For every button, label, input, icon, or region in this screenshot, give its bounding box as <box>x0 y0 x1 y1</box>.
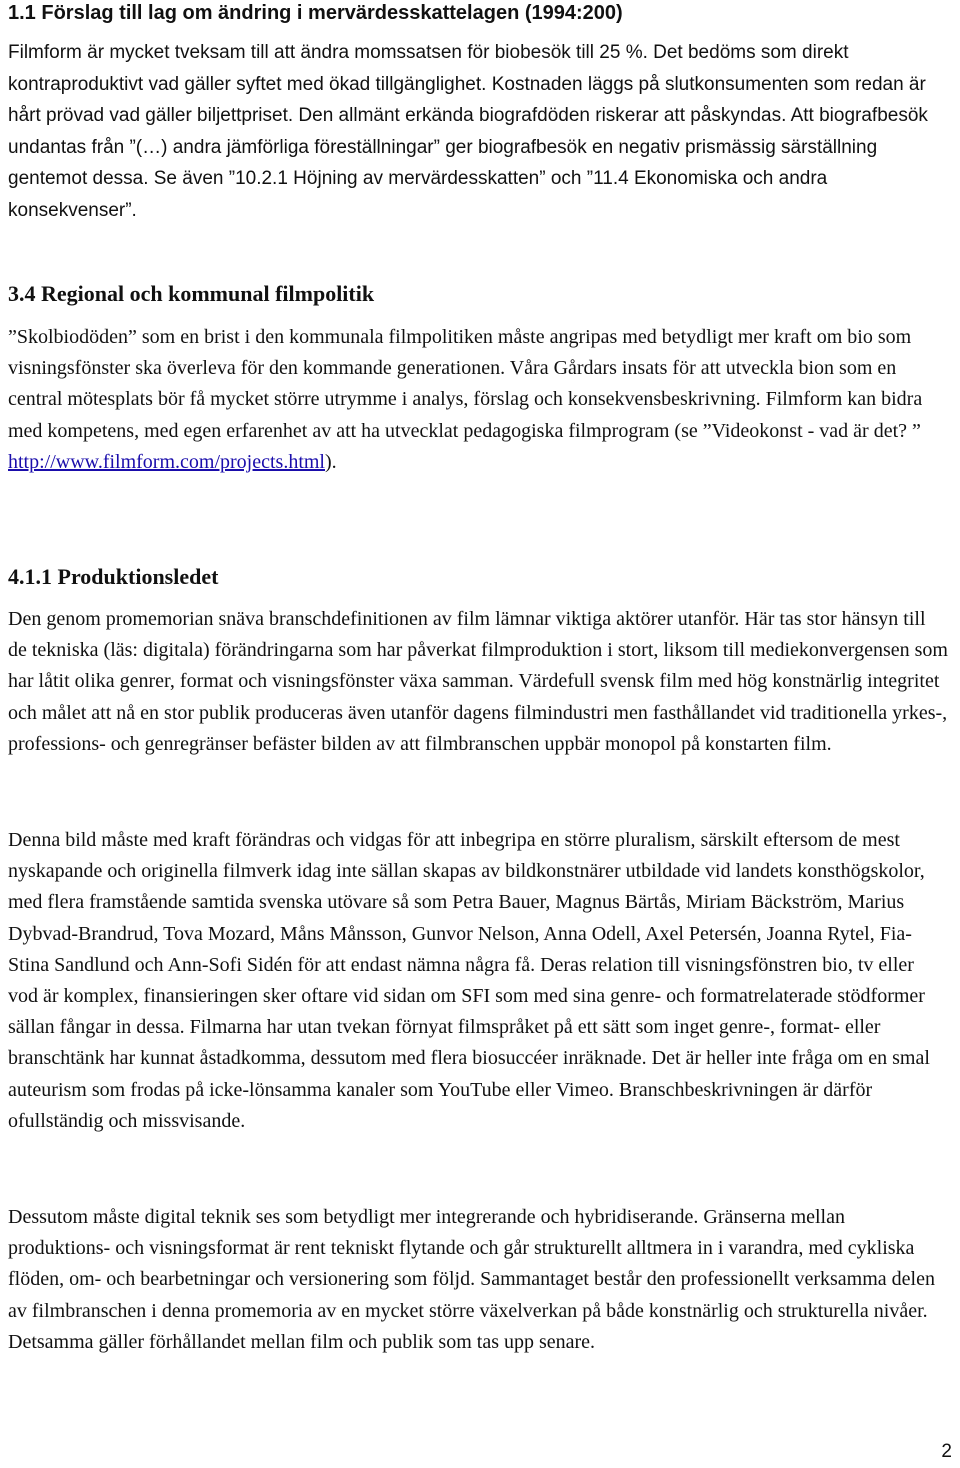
paragraph-produktionsledet-1: Den genom promemorian snäva branschdefinitionen av film lämnar viktiga aktörer utanför. Här tas stor hänsyn till de tekniska (läs: digitala) förändringarna som har påverkat filmproduktion i stort, liksom till mediekonvergensen som har låtit olika genrer, format och visningsfönster växa samman. Värdefull svensk film med hög konstnärlig integritet och målet att nå en stor publik produceras även utanför dagens filmindustri men fasthållandet vid traditionella yrkes-, professions- och genregränser befäster bilden av att filmbranschen uppbär monopol på konstarten film. <box>8 608 948 755</box>
paragraph-produktionsledet-3: Dessutom måste digital teknik ses som betydligt mer integrerande och hybridiserande. Gränserna mellan produktions- och visningsformat är rent tekniskt flytande och går strukturellt alltmera in i varandra, med cykliska flöden, om- och bearbetningar och versionering som följd. Sammantaget består den professionellt verksamma delen av filmbranschen i denna promemoria av en mycket större växelverkan på både konstnärlig och strukturella nivåer. Detsamma gäller förhållandet mellan film och publik som tas upp senare. <box>8 1206 935 1353</box>
filmform-projects-link[interactable]: http://www.filmform.com/projects.html <box>8 450 325 473</box>
section-heading-4-1-1: 4.1.1 Produktionsledet <box>8 564 219 589</box>
paragraph-end: ). <box>325 450 337 473</box>
paragraph-produktionsledet-2: Denna bild måste med kraft förändras och vidgas för att inbegripa en större pluralism, särskilt eftersom de mest nyskapande och originella filmverk idag inte sällan skapas av bildkonstnärer utbildade vid landets konsthögskolor, med flera framstående samtida svenska utövare så som Petra Bauer, Magnus Bärtås, Miriam Bäckström, Marius Dybvad-Brandrud, Tova Mozard, Måns Månsson, Gunvor Nelson, Anna Odell, Axel Petersén, Joanna Rytel, Fia-Stina Sandlund och Ann-Sofi Sidén för att endast nämna några få. Deras relation till visningsfönstren bio, tv eller vod är komplex, finansieringen sker oftare vid sidan om SFI som med sina genre- och formatrelaterade stödformer sällan fångar in dessa. Filmarna har utan tvekan förnyat filmspråket på ett sätt som inget genre-, format- eller branschtänk har kunnat åstadkomma, dessutom med flera biosuccéer inräknade. Det är heller inte fråga om en smal auteurism som frodas på icke-lönsamma kanaler som YouTube eller Vimeo. Branschbeskrivningen är därför ofullständig och missvisande. <box>8 829 930 1132</box>
section-heading-3-4: 3.4 Regional och kommunal filmpolitik <box>8 281 375 306</box>
paragraph-text: ”Skolbiodöden” som en brist i den kommunala filmpolitiken måste angripas med betydligt mer kraft om bio som visningsfönster ska överleva för den kommande generationen. Våra Gårdars insats för att utveckla bion som en central mötesplats bör få mycket större utrymme i analys, förslag och konsekvensbeskrivning. Filmform kan bidra med kompetens, med egen erfarenhet av att ha utvecklat pedagogiska filmprogram (se ”Videokonst - vad är det? ” <box>8 326 923 442</box>
page-number: 2 <box>941 1441 952 1462</box>
section-heading-1-1: 1.1 Förslag till lag om ändring i mervärdesskattelagen (1994:200) <box>8 2 623 24</box>
paragraph-moms: Filmform är mycket tveksam till att ändra momssatsen för biobesök till 25 %. Det bedöms som direkt kontraproduktivt vad gäller syftet med ökad tillgänglighet. Kostnaden läggs på slutkonsumenten som redan är hårt prövad vad gäller biljettpriset. Den allmänt erkända biografdöden riskerar att påskyndas. Att biografbesök undantas från ”(…) andra jämförliga föreställningar” ger biografbesök en negativ prismässig särställning gentemot dessa. Se även ”10.2.1 Höjning av mervärdesskatten” och ”11.4 Ekonomiska och andra konsekvenser”. <box>8 42 928 221</box>
paragraph-regional-filmpolitik <box>8 322 948 478</box>
